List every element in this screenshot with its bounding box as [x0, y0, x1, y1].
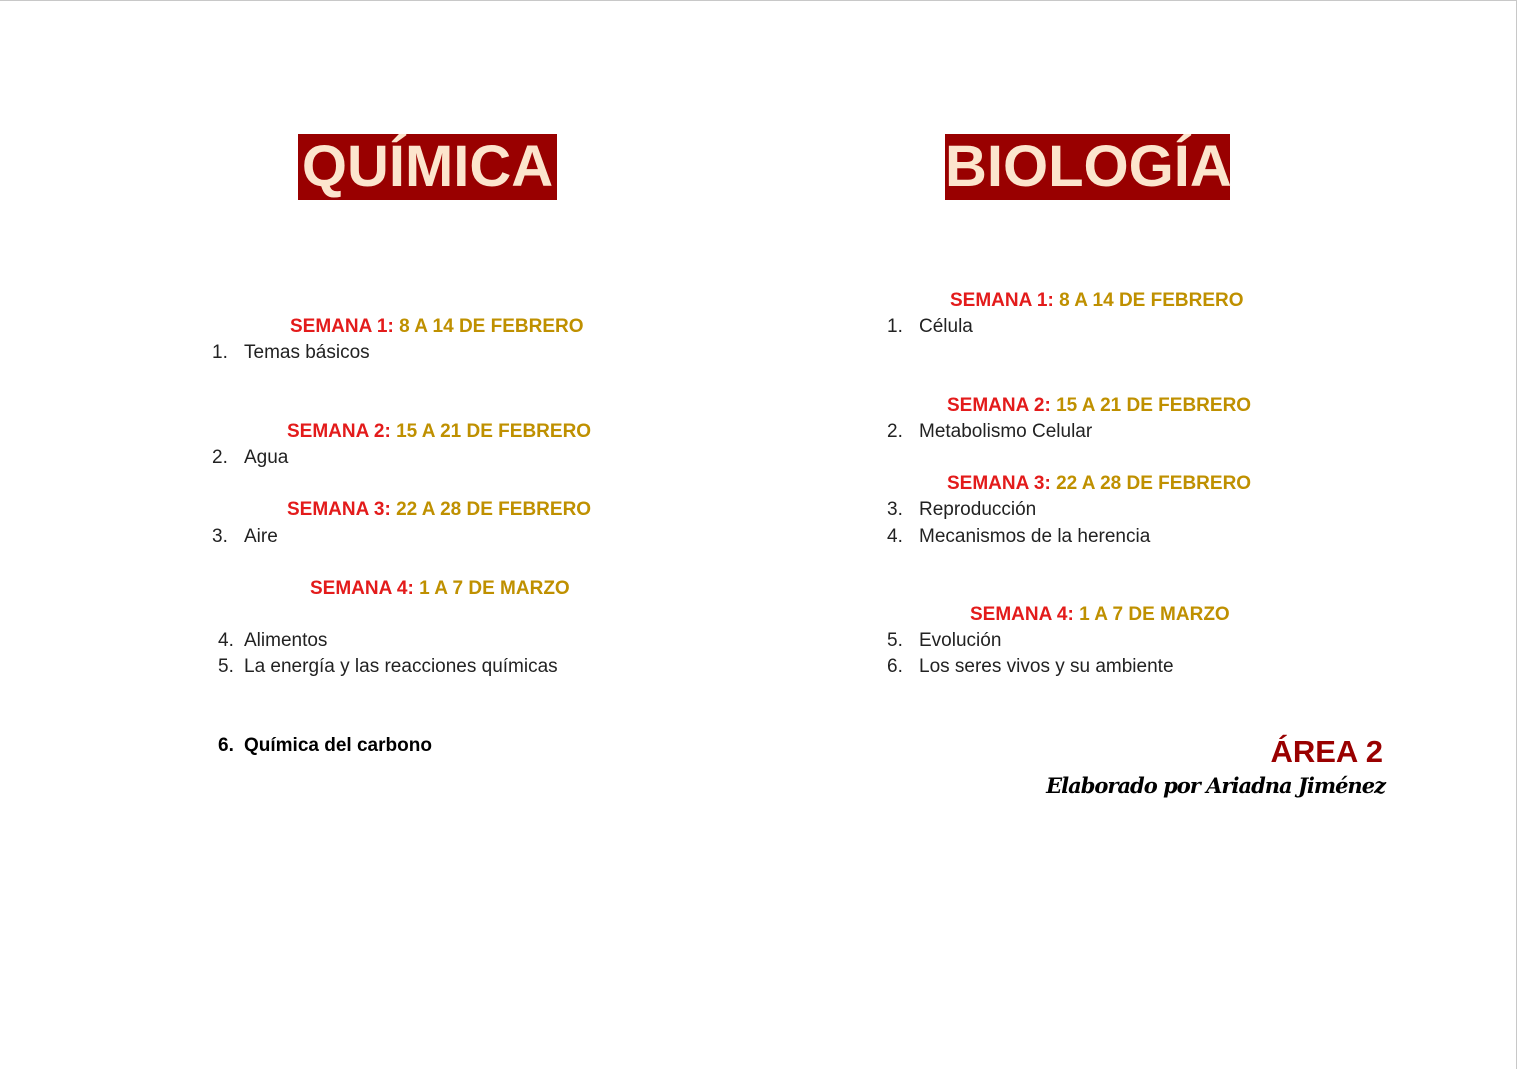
- week-label: SEMANA 1:: [950, 290, 1054, 311]
- biologia-title: BIOLOGÍA: [945, 134, 1232, 199]
- biologia-topic-2: [887, 420, 1092, 444]
- week-dates: 8 A 14 DE FEBRERO: [1053, 290, 1244, 311]
- week-label: SEMANA 2:: [947, 395, 1051, 416]
- quimica-week-4-heading: [310, 577, 570, 601]
- quimica-title: QUÍMICA: [298, 134, 557, 200]
- topic-text: Los seres vivos y su ambiente: [919, 656, 1174, 677]
- list-number: 5.: [218, 656, 234, 677]
- quimica-week-1-heading: [290, 315, 584, 339]
- list-number: 1.: [887, 316, 903, 337]
- week-label: SEMANA 3:: [947, 473, 1051, 494]
- biologia-week-2-heading: [947, 394, 1251, 418]
- week-label: SEMANA 3:: [287, 499, 391, 520]
- list-number: 6.: [887, 656, 903, 677]
- quimica-topic-1: [212, 341, 370, 365]
- week-dates: 22 A 28 DE FEBRERO: [1056, 473, 1252, 494]
- week-dates: 8 A 14 DE FEBRERO: [393, 316, 584, 337]
- week-dates: 1 A 7 DE MARZO: [1079, 604, 1230, 625]
- topic-text: La energía y las reacciones químicas: [244, 656, 558, 677]
- topic-text: Aire: [244, 526, 278, 547]
- list-number: 3.: [212, 526, 228, 547]
- biologia-topic-1: [887, 315, 973, 339]
- biologia-topic-3: [887, 498, 1036, 522]
- biologia-topic-6: [887, 655, 1174, 679]
- week-dates: 15 A 21 DE FEBRERO: [1056, 395, 1252, 416]
- week-label: SEMANA 4:: [310, 578, 414, 599]
- quimica-topic-6: [218, 734, 432, 758]
- topic-text: Química del carbono: [244, 735, 432, 756]
- topic-text: Agua: [244, 447, 289, 468]
- biologia-week-4-heading: [970, 603, 1230, 627]
- area-title: ÁREA 2: [1270, 734, 1383, 769]
- biologia-topic-4: [887, 525, 1150, 549]
- quimica-week-3-heading: [287, 498, 591, 522]
- topic-text: Evolución: [919, 630, 1002, 651]
- list-number: 4.: [218, 630, 234, 651]
- topic-text: Alimentos: [244, 630, 328, 651]
- week-dates: 22 A 28 DE FEBRERO: [396, 499, 592, 520]
- topic-text: Temas básicos: [244, 342, 370, 363]
- topic-text: Mecanismos de la herencia: [919, 526, 1151, 547]
- list-number: 3.: [887, 499, 903, 520]
- quimica-topic-5: [218, 655, 558, 679]
- list-number: 2.: [212, 447, 228, 468]
- quimica-topic-3: [212, 525, 278, 549]
- list-number: 1.: [212, 342, 228, 363]
- quimica-topic-4: [218, 629, 327, 653]
- list-number: 4.: [887, 526, 903, 547]
- biologia-week-3-heading: [947, 472, 1251, 496]
- topic-text: Reproducción: [919, 499, 1037, 520]
- list-number: 5.: [887, 630, 903, 651]
- list-number: 2.: [887, 421, 903, 442]
- author-signature: Elaborado por Ariadna Jiménez: [1046, 773, 1385, 798]
- week-label: SEMANA 4:: [970, 604, 1074, 625]
- week-dates: 15 A 21 DE FEBRERO: [396, 421, 592, 442]
- week-label: SEMANA 2:: [287, 421, 391, 442]
- quimica-week-2-heading: [287, 420, 591, 444]
- week-dates: 1 A 7 DE MARZO: [419, 578, 570, 599]
- topic-text: Célula: [919, 316, 973, 337]
- list-number: 6.: [218, 735, 234, 756]
- topic-text: Metabolismo Celular: [919, 421, 1093, 442]
- biologia-topic-5: [887, 629, 1001, 653]
- biologia-week-1-heading: [950, 289, 1244, 313]
- quimica-topic-2: [212, 446, 288, 470]
- week-label: SEMANA 1:: [290, 316, 394, 337]
